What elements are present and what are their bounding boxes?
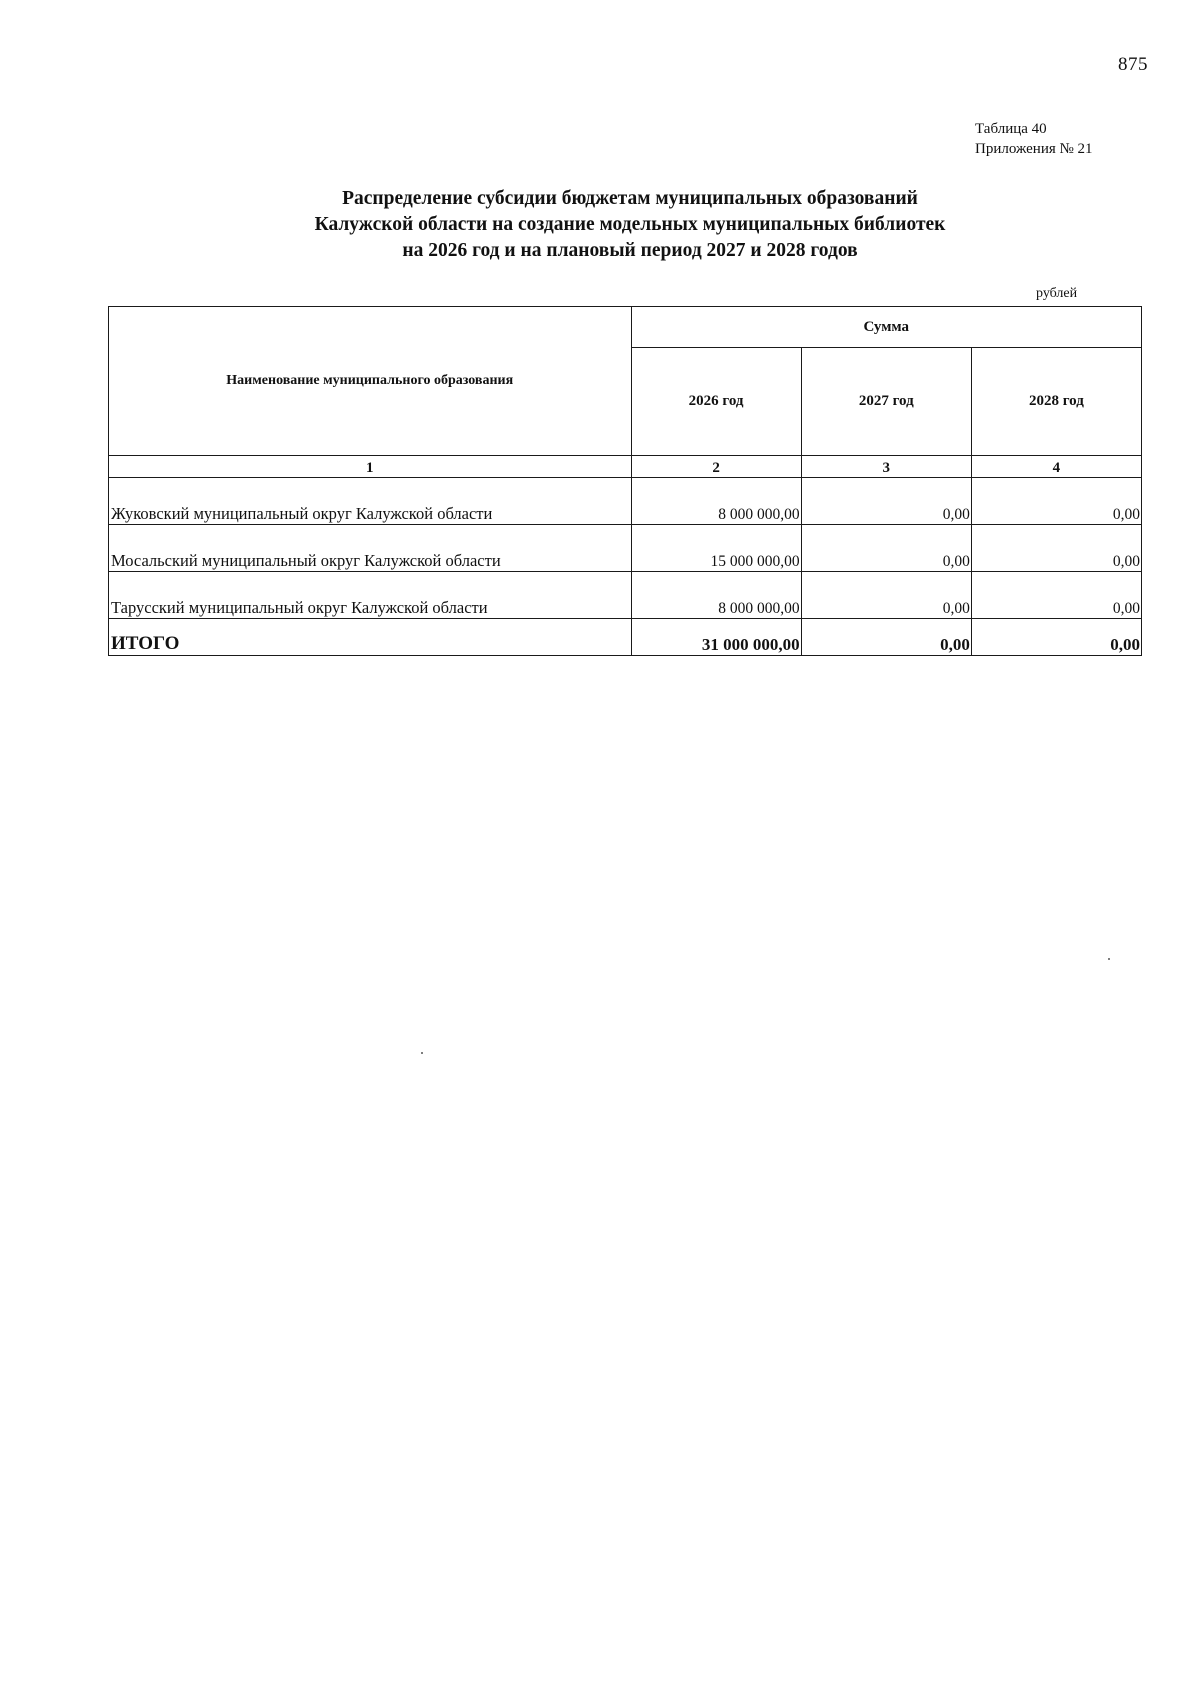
table-row [109, 572, 1142, 619]
title-line-2: Калужской области на создание модельных муниципальных библиотек [314, 214, 946, 235]
document-title [200, 186, 1060, 264]
amount-2026: 15 000 000,00 [631, 525, 801, 572]
table-header-row [109, 307, 1142, 348]
municipality-name: Жуковский муниципальный округ Калужской области [109, 478, 632, 525]
amount-2026: 8 000 000,00 [631, 478, 801, 525]
amount-2027: 0,00 [801, 572, 971, 619]
amount-2027: 0,00 [801, 525, 971, 572]
scan-speck [421, 1052, 423, 1054]
total-row [109, 619, 1142, 656]
header-sum-group: Сумма [631, 307, 1142, 348]
amount-2026: 8 000 000,00 [631, 572, 801, 619]
header-year-2028: 2028 год [971, 348, 1141, 456]
total-label: ИТОГО [109, 619, 632, 656]
amount-2028: 0,00 [971, 572, 1141, 619]
table-row [109, 525, 1142, 572]
table-reference [975, 119, 1093, 159]
page-number: 875 [1118, 54, 1148, 75]
total-2026: 31 000 000,00 [631, 619, 801, 656]
title-line-1: Распределение субсидии бюджетам муниципальных образований [342, 188, 918, 209]
table-row [109, 478, 1142, 525]
column-number: 1 [109, 456, 632, 478]
scan-speck [1108, 958, 1110, 960]
title-line-3: на 2026 год и на плановый период 2027 и 2028 годов [402, 240, 858, 261]
column-number-row [109, 456, 1142, 478]
amount-2027: 0,00 [801, 478, 971, 525]
subsidy-distribution-table [108, 306, 1142, 656]
amount-2028: 0,00 [971, 525, 1141, 572]
table-reference-line: Таблица 40 [975, 121, 1047, 137]
column-number: 4 [971, 456, 1141, 478]
header-year-2027: 2027 год [801, 348, 971, 456]
municipality-name: Мосальский муниципальный округ Калужской области [109, 525, 632, 572]
column-number: 2 [631, 456, 801, 478]
column-number: 3 [801, 456, 971, 478]
units-label: рублей [1036, 286, 1078, 301]
total-2028: 0,00 [971, 619, 1141, 656]
total-2027: 0,00 [801, 619, 971, 656]
header-year-2026: 2026 год [631, 348, 801, 456]
appendix-reference-line: Приложения № 21 [975, 141, 1093, 157]
header-municipality-name: Наименование муниципального образования [109, 307, 632, 456]
municipality-name: Тарусский муниципальный округ Калужской области [109, 572, 632, 619]
amount-2028: 0,00 [971, 478, 1141, 525]
